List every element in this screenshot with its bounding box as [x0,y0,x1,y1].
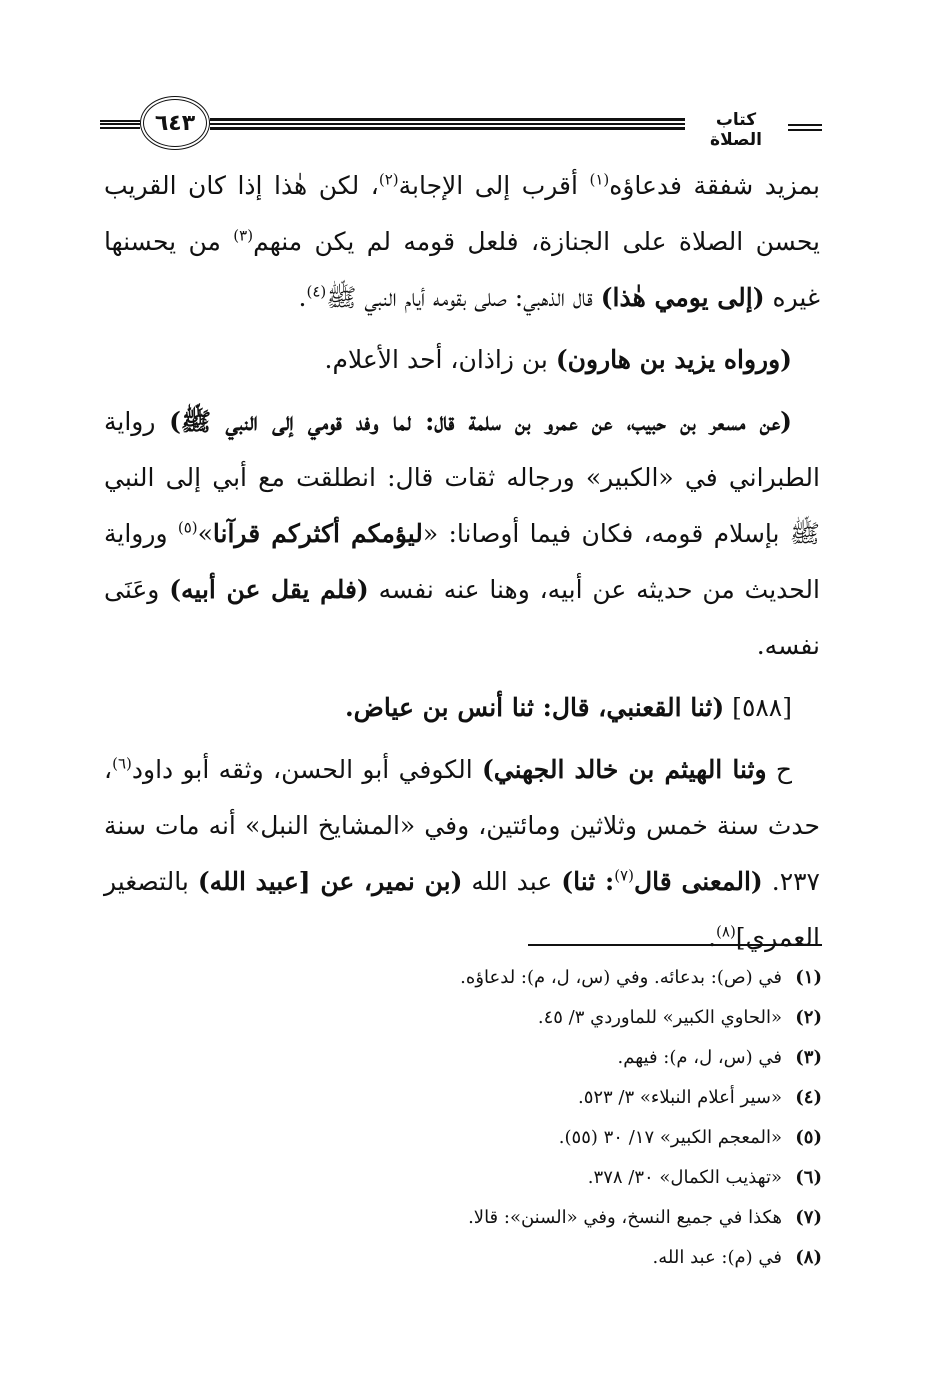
text-run: ورواية الحديث من حديثه عن أبيه، وهنا عنه نفسه [104,519,820,604]
text-run: بمزيد شفقة فدعاؤه [609,171,820,200]
footnote-ref[interactable]: (٧) [614,866,634,885]
header-rule-middle [210,118,685,130]
paragraph-2 [104,332,820,388]
paragraph-3 [104,394,820,674]
bold-matn: وثنا الهيثم بن خالد الجهني) [481,755,767,784]
footnote-item [300,958,822,998]
page-number: ٦٤٣ [140,96,210,150]
bold-matn: (ثنا القعنبي، قال: ثنا أنس بن عياض. [344,693,725,722]
footnote-number: (٥) [795,1127,822,1148]
footnote-item [300,1158,822,1198]
paragraph-5 [104,742,820,966]
footnote-item [300,1038,822,1078]
text-run: » [197,519,213,548]
footnote-item [300,1198,822,1238]
footnote-text: «المعجم الكبير» ١٧/ ٣٠ (٥٥). [558,1127,782,1148]
bold-matn: (المعنى قال [633,867,763,896]
footnote-text: «تهذيب الكمال» ٣٠/ ٣٧٨. [587,1167,782,1188]
footnote-number: (٣) [795,1047,822,1068]
footnote-text: هكذا في جميع النسخ، وفي «السنن»: قالا. [468,1207,782,1228]
bold-matn: (فلم يقل عن أبيه) [169,575,369,604]
text-run: وعَنَى نفسه. [104,575,820,660]
text-run: بالتصغير العمري] [104,867,820,952]
footnote-number: (٦) [795,1167,822,1188]
bold-matn: (عن مسعر بن حبيب، عن عمرو بن سلمة قال: لما وفد قومي إلى النبي ﷺ) [169,407,793,436]
text-run: ، لكن هٰذا إذا كان القريب يحسن الصلاة على الجنازة، فلعل قومه لم يكن منهم [104,171,820,256]
footnote-ref[interactable]: (٢) [378,170,399,189]
bold-matn: (إلى يومي هٰذا) [600,283,765,312]
footnote-separator [528,944,822,946]
text-run: . [298,283,307,312]
bold-matn: (ورواه يزيد بن هارون) [555,345,792,374]
footnote-ref[interactable]: (٤) [306,282,327,301]
text-run: ، حدث سنة خمس وثلاثين ومائتين، وفي «المشايخ النبل» أنه مات سنة ٢٣٧. [104,755,820,896]
text-run: . [708,923,717,952]
text-run: بن زاذان، أحد الأعلام. [324,345,556,374]
main-text [104,158,820,966]
text-run: قال الذهبي: صلى بقومه أيام النبي ﷺ [326,283,601,312]
header-rule-right [788,124,822,131]
footnote-number: (٤) [795,1087,822,1108]
running-title: كتاب الصلاة [710,110,762,150]
bold-matn: (بن نمير، عن [عبيد الله) [197,867,463,896]
footnote-ref[interactable]: (٣) [233,226,254,245]
footnote-text: «الحاوي الكبير» للماوردي ٣/ ٤٥. [537,1007,782,1028]
footnote-ref[interactable]: (٥) [177,518,198,537]
footnote-number: (١) [795,967,822,988]
text-run: رواية الطبراني في «الكبير» ورجاله ثقات قال: انطلقت مع أبي إلى النبي ﷺ بإسلام قومه، فكان فيما أوصانا: « [104,407,820,548]
header-rule-left [100,120,140,129]
text-run: الكوفي أبو الحسن، وثقه أبو داود [131,755,482,784]
footnote-ref[interactable]: (٦) [112,754,132,773]
footnote-item [300,1118,822,1158]
footnote-number: (٧) [795,1207,822,1228]
text-run: من يحسنها غيره [104,227,820,312]
footnotes [300,958,822,1278]
footnote-text: في (م): عبد الله. [652,1247,782,1268]
page-header [100,96,822,152]
paragraph-1 [104,158,820,326]
bold-matn: : ثنا) [561,867,615,896]
footnote-ref[interactable]: (١) [589,170,610,189]
footnote-item [300,1078,822,1118]
text-run: ح [766,755,792,784]
hadith-number: [٥٨٨] [724,693,792,722]
footnote-item [300,1238,822,1278]
footnote-ref[interactable]: (٨) [716,922,736,941]
footnote-text: «سير أعلام النبلاء» ٣/ ٥٢٣. [577,1087,782,1108]
text-run: أقرب إلى الإجابة [398,171,590,200]
footnote-number: (٨) [795,1247,822,1268]
footnote-number: (٢) [795,1007,822,1028]
paragraph-4 [104,680,820,736]
footnote-text: في (ص): بدعائه. وفي (س، ل، م): لدعاؤه. [460,967,782,988]
footnote-text: في (س، ل، م): فيهم. [617,1047,782,1068]
footnote-item [300,998,822,1038]
bold-quote: ليؤمكم أكثركم قرآنا [212,519,423,548]
text-run: عبد الله [462,867,562,896]
